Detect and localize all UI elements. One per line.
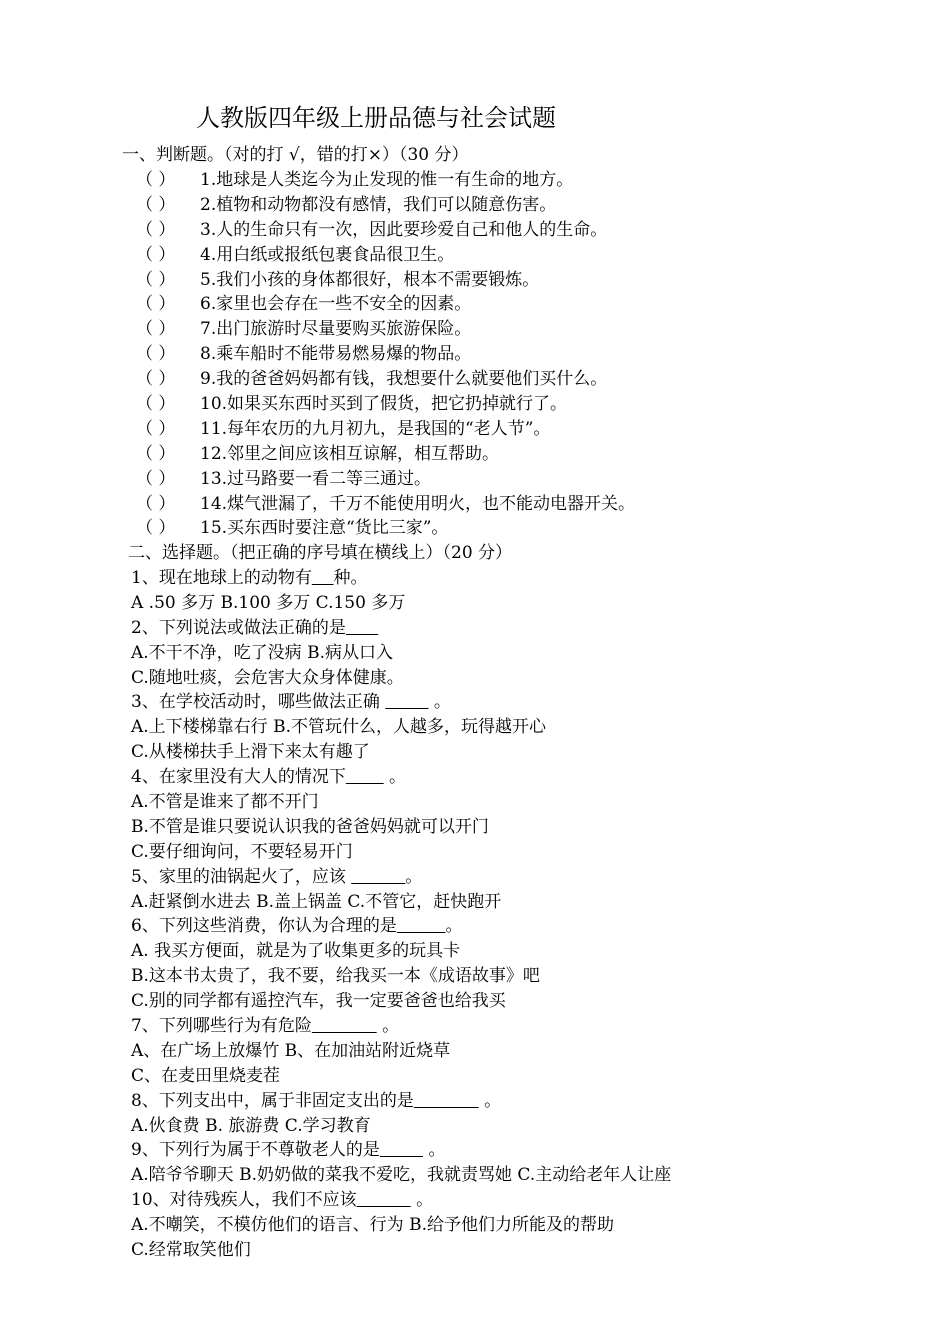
true-false-list bbox=[136, 168, 896, 541]
answer-blank[interactable] bbox=[414, 1091, 479, 1111]
question-text: 1.地球是人类迄今为止发现的惟一有生命的地方。 bbox=[200, 170, 574, 190]
line-text: A .50 多万 B.100 多万 C.150 多万 bbox=[131, 592, 406, 613]
question-text: 3.人的生命只有一次，因此要珍爱自己和他人的生命。 bbox=[200, 219, 608, 240]
question-row bbox=[136, 367, 896, 392]
choice-line bbox=[131, 666, 911, 691]
answer-bracket[interactable]: （ ） bbox=[136, 319, 176, 340]
line-text: 6、下列这些消费，你认为合理的是 bbox=[131, 916, 397, 937]
question-row bbox=[136, 193, 896, 218]
answer-blank[interactable] bbox=[346, 767, 384, 787]
line-text: B.这本书太贵了，我不要，给我买一本《成语故事》吧 bbox=[131, 966, 540, 987]
line-suffix: 。 bbox=[423, 1140, 446, 1161]
answer-blank[interactable] bbox=[380, 1140, 423, 1160]
line-text: A.伙食费 B. 旅游费 C.学习教育 bbox=[131, 1115, 371, 1136]
multiple-choice-list bbox=[131, 566, 911, 1263]
line-text: 9、下列行为属于不尊敬老人的是 bbox=[131, 1140, 380, 1161]
line-text: A.不管是谁来了都不开门 bbox=[131, 792, 319, 813]
question-row bbox=[136, 467, 896, 492]
section-heading-true-false: 一、判断题。（对的打 √，错的打×）（30 分） bbox=[122, 145, 469, 165]
answer-blank[interactable] bbox=[385, 692, 428, 712]
choice-line bbox=[131, 989, 911, 1014]
line-text: A.不嘲笑，不模仿他们的语言、行为 B.给予他们力所能及的帮助 bbox=[131, 1215, 614, 1236]
choice-line bbox=[131, 566, 911, 591]
choice-line bbox=[131, 964, 911, 989]
question-row bbox=[136, 218, 896, 243]
answer-bracket[interactable]: （ ） bbox=[136, 493, 176, 514]
answer-bracket[interactable]: （ ） bbox=[136, 244, 176, 265]
question-row bbox=[136, 268, 896, 293]
choice-line bbox=[131, 815, 911, 840]
line-text: 10、对待残疾人，我们不应该 bbox=[131, 1190, 357, 1211]
answer-bracket[interactable]: （ ） bbox=[136, 344, 176, 365]
answer-bracket[interactable]: （ ） bbox=[136, 269, 176, 290]
line-text: A. 我买方便面，就是为了收集更多的玩具卡 bbox=[131, 941, 461, 962]
question-text: 5.我们小孩的身体都很好，根本不需要锻炼。 bbox=[200, 269, 540, 290]
question-row bbox=[136, 392, 896, 417]
line-text: C、在麦田里烧麦茬 bbox=[131, 1065, 281, 1086]
choice-line bbox=[131, 865, 911, 890]
choice-line bbox=[131, 1163, 911, 1188]
line-text: 1、现在地球上的动物有 bbox=[131, 568, 312, 588]
choice-line bbox=[131, 690, 911, 715]
question-row bbox=[136, 243, 896, 268]
answer-blank[interactable] bbox=[397, 916, 446, 936]
choice-line bbox=[131, 939, 911, 964]
choice-line bbox=[131, 715, 911, 740]
line-text: C.随地吐痰，会危害大众身体健康。 bbox=[131, 667, 404, 688]
choice-line bbox=[131, 914, 911, 939]
choice-line bbox=[131, 591, 911, 616]
question-text: 9.我的爸爸妈妈都有钱，我想要什么就要他们买什么。 bbox=[200, 369, 608, 390]
answer-blank[interactable] bbox=[312, 568, 334, 588]
question-text: 15.买东西时要注意“货比三家”。 bbox=[200, 518, 449, 539]
question-row bbox=[136, 516, 896, 541]
question-row bbox=[136, 492, 896, 517]
choice-line bbox=[131, 1188, 911, 1213]
line-text: C.要仔细询问，不要轻易开门 bbox=[131, 841, 353, 862]
choice-line bbox=[131, 765, 911, 790]
question-text: 13.过马路要一看二等三通过。 bbox=[200, 468, 432, 489]
question-row bbox=[136, 442, 896, 467]
answer-blank[interactable] bbox=[312, 1016, 377, 1036]
choice-line bbox=[131, 1213, 911, 1238]
question-text: 12.邻里之间应该相互谅解，相互帮助。 bbox=[200, 443, 500, 464]
answer-blank[interactable] bbox=[351, 867, 405, 887]
question-row bbox=[136, 317, 896, 342]
line-text: A、在广场上放爆竹 B、在加油站附近烧草 bbox=[131, 1040, 451, 1061]
answer-bracket[interactable]: （ ） bbox=[136, 468, 176, 489]
line-text: 8、下列支出中，属于非固定支出的是 bbox=[131, 1090, 414, 1111]
question-row bbox=[136, 168, 896, 193]
line-text: C.别的同学都有遥控汽车，我一定要爸爸也给我买 bbox=[131, 991, 506, 1012]
question-text: 7.出门旅游时尽量要购买旅游保险。 bbox=[200, 319, 472, 340]
line-suffix: 。 bbox=[428, 692, 451, 713]
line-text: A.上下楼梯靠右行 B.不管玩什么，人越多，玩得越开心 bbox=[131, 717, 546, 738]
choice-line bbox=[131, 616, 911, 641]
question-text: 10.如果买东西时买到了假货，把它扔掉就行了。 bbox=[200, 394, 568, 415]
choice-line bbox=[131, 641, 911, 666]
choice-line bbox=[131, 1114, 911, 1139]
answer-bracket[interactable]: （ ） bbox=[136, 394, 176, 415]
question-text: 2.植物和动物都没有感情，我们可以随意伤害。 bbox=[200, 194, 557, 215]
line-suffix: 。 bbox=[445, 916, 463, 937]
question-row bbox=[136, 292, 896, 317]
question-text: 6.家里也会存在一些不安全的因素。 bbox=[200, 294, 472, 315]
question-text: 4.用白纸或报纸包裹食品很卫生。 bbox=[200, 244, 455, 265]
choice-line bbox=[131, 1238, 911, 1263]
answer-bracket[interactable]: （ ） bbox=[136, 518, 176, 539]
line-suffix: 。 bbox=[478, 1090, 502, 1111]
question-row bbox=[136, 342, 896, 367]
question-text: 14.煤气泄漏了，千万不能使用明火，也不能动电器开关。 bbox=[200, 493, 636, 514]
answer-bracket[interactable]: （ ） bbox=[136, 369, 176, 390]
answer-bracket[interactable]: （ ） bbox=[136, 194, 176, 215]
line-text: C.经常取笑他们 bbox=[131, 1240, 251, 1261]
answer-bracket[interactable]: （ ） bbox=[136, 294, 176, 315]
line-suffix: 。 bbox=[376, 1016, 400, 1037]
line-text: B.不管是谁只要说认识我的爸爸妈妈就可以开门 bbox=[131, 816, 489, 837]
answer-blank[interactable] bbox=[357, 1190, 411, 1210]
answer-bracket[interactable]: （ ） bbox=[136, 418, 176, 439]
question-row bbox=[136, 417, 896, 442]
line-text: A.赶紧倒水进去 B.盖上锅盖 C.不管它，赶快跑开 bbox=[131, 891, 502, 912]
choice-line bbox=[131, 1039, 911, 1064]
line-text: 4、在家里没有大人的情况下 bbox=[131, 767, 346, 788]
choice-line bbox=[131, 790, 911, 815]
line-text: C.从楼梯扶手上滑下来太有趣了 bbox=[131, 742, 370, 763]
line-suffix: 种。 bbox=[333, 568, 368, 588]
line-text: 2、下列说法或做法正确的是 bbox=[131, 617, 346, 638]
choice-line bbox=[131, 840, 911, 865]
line-text: A.不干不净，吃了没病 B.病从口入 bbox=[131, 642, 393, 663]
choice-line bbox=[131, 1138, 911, 1163]
answer-bracket[interactable]: （ ） bbox=[136, 219, 176, 240]
answer-blank[interactable] bbox=[346, 618, 378, 638]
choice-line bbox=[131, 1064, 911, 1089]
answer-bracket[interactable]: （ ） bbox=[136, 443, 176, 464]
choice-line bbox=[131, 890, 911, 915]
question-text: 11.每年农历的九月初九，是我国的“老人节”。 bbox=[200, 418, 551, 439]
line-text: 3、在学校活动时，哪些做法正确 bbox=[131, 692, 386, 713]
choice-line bbox=[131, 1014, 911, 1039]
choice-line bbox=[131, 740, 911, 765]
line-suffix: 。 bbox=[410, 1190, 434, 1211]
line-text: 7、下列哪些行为有危险 bbox=[131, 1016, 312, 1037]
answer-bracket[interactable]: （ ） bbox=[136, 170, 176, 190]
page-title: 人教版四年级上册品德与社会试题 bbox=[196, 104, 556, 132]
line-text: 5、家里的油锅起火了，应该 bbox=[131, 866, 352, 887]
section-heading-multiple-choice: 二、选择题。（把正确的序号填在横线上）（20 分） bbox=[128, 543, 513, 563]
question-text: 8.乘车船时不能带易燃易爆的物品。 bbox=[200, 344, 472, 365]
line-suffix: 。 bbox=[405, 866, 423, 887]
line-text: A.陪爷爷聊天 B.奶奶做的菜我不爱吃，我就责骂她 C.主动给老年人让座 bbox=[131, 1165, 672, 1186]
line-suffix: 。 bbox=[383, 767, 407, 788]
choice-line bbox=[131, 1089, 911, 1114]
